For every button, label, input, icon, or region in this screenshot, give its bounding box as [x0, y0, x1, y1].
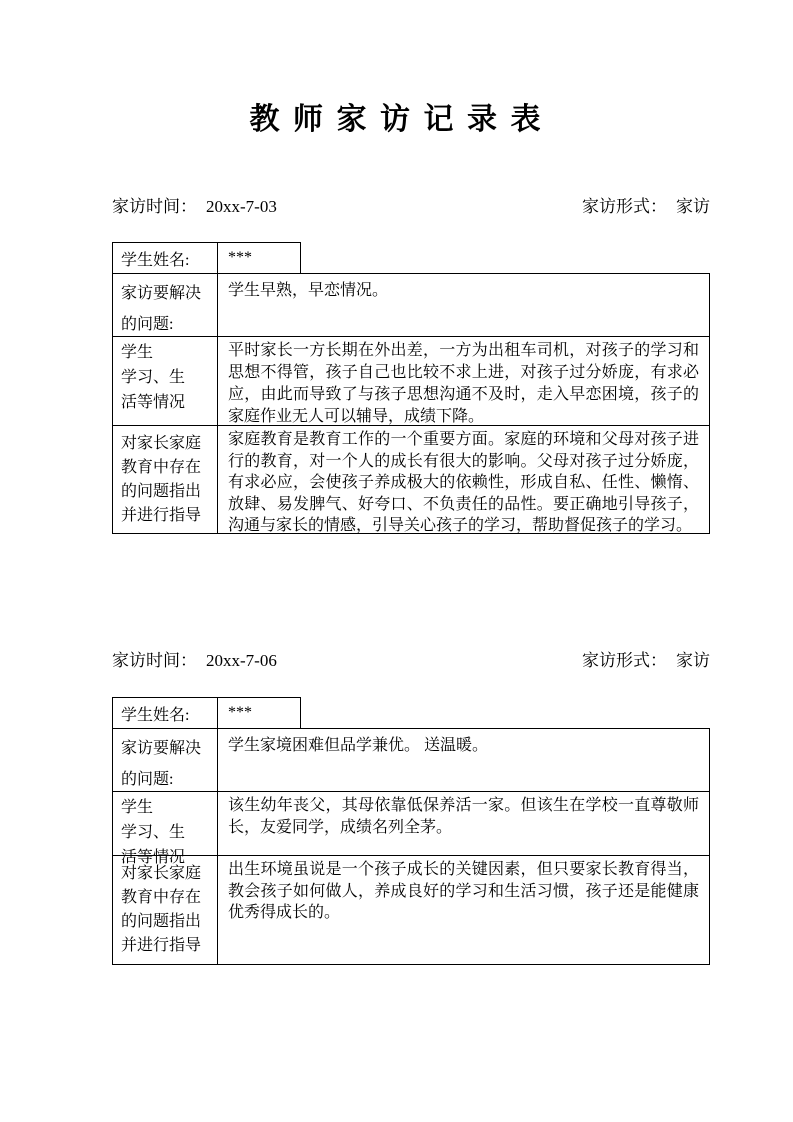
situation-label: [113, 337, 218, 425]
visit2-time: [112, 650, 277, 672]
table-row-situation: [113, 337, 709, 426]
page-title: 教 师 家 访 记 录 表: [249, 103, 544, 136]
table-row-problem: [113, 729, 709, 792]
problem-label-line1: 家访要解决: [121, 285, 202, 302]
problem-label-line2: 的问题:: [121, 771, 174, 788]
guidance-label-line1: 对家长家庭: [121, 434, 202, 452]
visit-time-value: 20xx-7-03: [206, 197, 277, 216]
problem-label-line2: 的问题:: [121, 316, 174, 333]
visit1-main-table: [112, 273, 710, 534]
guidance-label: [113, 426, 218, 533]
problem-value: 学生早熟，早恋情况。: [228, 282, 389, 299]
visit1-form: [582, 196, 710, 218]
problem-label-line1: 家访要解决: [121, 740, 202, 757]
visit-time-label: 家访时间：: [112, 651, 197, 670]
visit2-main-table: [112, 728, 710, 965]
situation-label-line1: 学生: [121, 344, 154, 361]
guidance-label-line2: 教育中存在: [121, 458, 202, 476]
visit-time-value: 20xx-7-06: [206, 651, 277, 670]
visit2-form: [582, 650, 710, 672]
student-name-value: ***: [228, 249, 252, 266]
student-name-row: [112, 242, 301, 273]
situation-value: 平时家长一方长期在外出差，一方为出租车司机，对孩子的学习和思想不得管，孩子自己也比较不求上进，对孩子过分娇庞，有求必应，由此而导致了与孩子思想沟通不及时，走入早恋困境，孩子的家庭作业无人可以辅导，成绩下降。: [228, 342, 699, 425]
problem-label: [113, 274, 218, 336]
guidance-label-line3: 的问题指出: [121, 913, 202, 930]
situation-label-line3: 活等情况: [121, 849, 186, 866]
problem-value: 学生家境困难但品学兼优。 送温暖。: [228, 737, 489, 754]
guidance-label: [113, 856, 218, 964]
guidance-label-line2: 教育中存在: [121, 889, 202, 906]
problem-label: [113, 729, 218, 791]
visit-form-label: 家访形式：: [582, 197, 667, 216]
guidance-label-line4: 并进行指导: [121, 937, 202, 954]
visit1-table: [112, 242, 710, 534]
situation-label-line2: 学习、生: [121, 824, 186, 841]
situation-label-line3: 活等情况: [121, 394, 186, 411]
table-row-situation: [113, 792, 709, 866]
guidance-label-line1: 对家长家庭: [121, 865, 202, 882]
guidance-label-line3: 的问题指出: [121, 482, 202, 500]
student-name-label: 学生姓名:: [113, 698, 218, 728]
situation-value: 该生幼年丧父，其母依靠低保养活一家。但该生在学校一直尊敬师长，友爱同学，成绩名列全茅。: [228, 797, 699, 836]
visit2-table: [112, 697, 710, 965]
visit-time-label: 家访时间：: [112, 197, 197, 216]
situation-label-line1: 学生: [121, 799, 154, 816]
table-row-problem: [113, 274, 709, 337]
guidance-label-line4: 并进行指导: [121, 506, 202, 524]
situation-label-line2: 学习、生: [121, 369, 186, 386]
visit1-time: [112, 196, 277, 218]
table-row-guidance: [113, 426, 709, 533]
visit-form-value: 家访: [676, 197, 710, 216]
student-name-value: ***: [228, 704, 252, 721]
student-name-row: [112, 697, 301, 728]
guidance-value: 家庭教育是教育工作的一个重要方面。家庭的环境和父母对孩子进行的教育，对一个人的成长有很大的影响。父母对孩子过分娇庞，有求必应，会使孩子养成极大的依赖性，形成自私、任性、懒惰、放肆、易发脾气、好夸口、不负责任的品性。要正确地引导孩子，沟通与家长的情感，引导关心孩子的学习，帮助督促孩子的学习。: [228, 431, 699, 534]
guidance-value: 出生环境虽说是一个孩子成长的关键因素，但只要家长教育得当，教会孩子如何做人，养成良好的学习和生活习惯，孩子还是能健康优秀得成长的。: [228, 861, 699, 921]
student-name-label: 学生姓名:: [113, 243, 218, 273]
visit-form-label: 家访形式：: [582, 651, 667, 670]
visit-form-value: 家访: [676, 651, 710, 670]
visit1-meta: [112, 196, 710, 218]
table-row-guidance: [113, 856, 709, 964]
situation-label: [113, 792, 218, 866]
visit2-meta: [112, 650, 710, 672]
